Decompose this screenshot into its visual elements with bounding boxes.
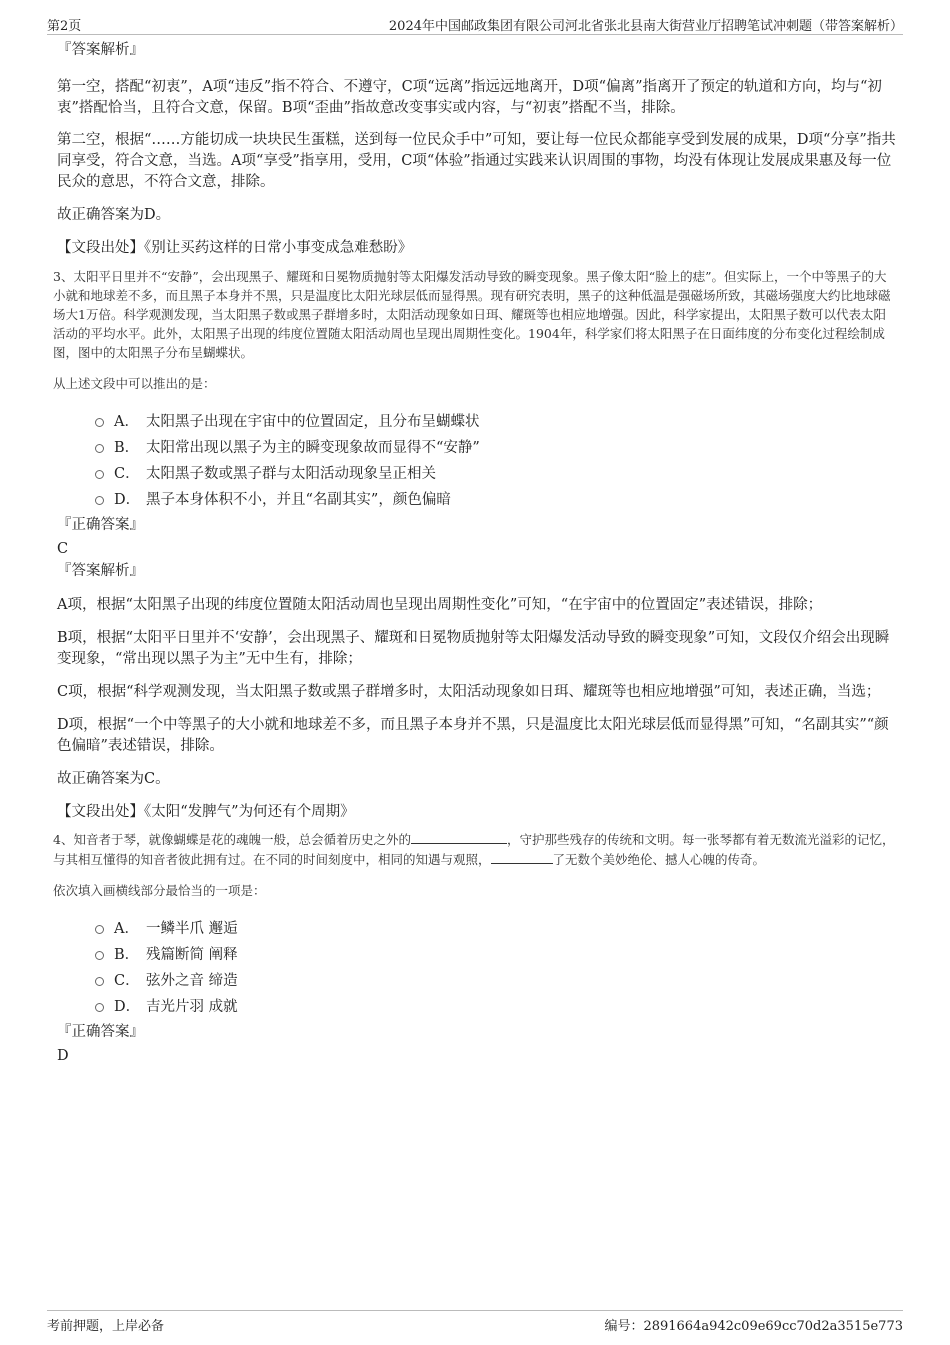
blank-2 — [491, 849, 553, 864]
q2-analysis-para-1: 第一空，搭配“初衷”，A项“违反”指不符合、不遵守，C项“远离”指远远地离开，D项“偏离”指离开了预定的轨道和方向，均与“初衷”搭配恰当，且符合文意，保留。B项“歪曲”指故意改变事实或内容，与“初衷”搭配不当，排除。 — [57, 79, 882, 116]
q4-text-part-2: ，守护那些残存的传统和文明。每一张琴都有着无数流光溢彩的记忆，与其相互懂得的知音者彼此拥有过。在不同的时间刻度中，相同的知遇与观照， — [53, 832, 895, 867]
q4-option-b[interactable] — [95, 940, 897, 966]
option-text: 太阳黑子出现在宇宙中的位置固定，且分布呈蝴蝶状 — [146, 413, 480, 430]
option-text: 一鳞半爪 邂逅 — [146, 920, 238, 937]
option-letter: B． — [114, 946, 140, 963]
page-footer — [47, 1310, 903, 1335]
option-text: 黑子本身体积不小，并且“名副其实”，颜色偏暗 — [146, 491, 451, 508]
blank-1 — [411, 829, 507, 844]
radio-icon[interactable] — [95, 977, 104, 986]
q2-analysis-section — [57, 40, 897, 259]
q4-options — [95, 914, 897, 1018]
q3-analysis-c: C项，根据“科学观测发现，当太阳黑子数或黑子群增多时，太阳活动现象如日珥、耀斑等也相应地增强”可知，表述正确，当选； — [57, 684, 881, 700]
option-text: 太阳黑子数或黑子群与太阳活动现象呈正相关 — [146, 465, 436, 482]
option-letter: A． — [114, 920, 139, 937]
q3-option-c[interactable] — [95, 459, 897, 485]
radio-icon[interactable] — [95, 444, 104, 453]
q3-text: 3、太阳平日里并不“安静”，会出现黑子、耀斑和日冕物质抛射等太阳爆发活动导致的瞬变现象。黑子像太阳“脸上的痣”。但实际上，一个中等黑子的大小就和地球差不多，而且黑子本身并不黑，只是温度比太阳光球层低而显得黑。现有研究表明，黑子的这种低温是强磁场所致，其磁场强度大约比地球磁场大1万倍。科学观测发现，当太阳黑子数或黑子群增多时，太阳活动现象如日珥、耀斑等也相应地增强。因此，科学家提出，太阳黑子数可以代表太阳活动的平均水平。此外，太阳黑子出现的纬度位置随太阳活动周也呈现出周期性变化。1904年，科学家们将太阳黑子在日面纬度的分布变化过程绘制成图，图中的太阳黑子分布呈蝴蝶状。 — [53, 269, 891, 360]
page-header — [47, 12, 903, 35]
q4-option-a[interactable] — [95, 914, 897, 940]
q3-option-d[interactable] — [95, 485, 897, 511]
question-3 — [53, 267, 897, 823]
question-4 — [53, 829, 897, 1066]
q4-text-part-1: 4、知音者于琴，就像蝴蝶是花的魂魄一般，总会循着历史之外的 — [53, 832, 411, 847]
page-number: 第2页 — [47, 19, 82, 34]
option-letter: B． — [114, 439, 140, 456]
q4-answer: D — [57, 1048, 69, 1064]
q4-text — [53, 829, 897, 869]
page-content — [53, 40, 897, 1070]
footer-serial: 编号：2891664a942c09e69cc70d2a3515e773 — [604, 1319, 903, 1334]
option-text: 太阳常出现以黑子为主的瞬变现象故而显得不“安静” — [146, 439, 480, 456]
q2-source: 【文段出处】《别让买药这样的日常小事变成急难愁盼》 — [57, 240, 413, 256]
radio-icon[interactable] — [95, 1003, 104, 1012]
q3-option-a[interactable] — [95, 407, 897, 433]
q3-analysis-label: 『答案解析』 — [57, 563, 144, 579]
radio-icon[interactable] — [95, 925, 104, 934]
q4-prompt: 依次填入画横线部分最恰当的一项是： — [53, 883, 266, 898]
option-letter: D． — [114, 491, 141, 508]
q3-options — [95, 407, 897, 511]
footer-slogan: 考前押题，上岸必备 — [47, 1319, 165, 1334]
option-letter: C． — [114, 465, 140, 482]
q2-conclusion: 故正确答案为D。 — [57, 207, 171, 223]
q3-analysis-b: B项，根据“太阳平日里并不‘安静’，会出现黑子、耀斑和日冕物质抛射等太阳爆发活动导致的瞬变现象”可知，文段仅介绍会出现瞬变现象，“常出现以黑子为主”无中生有，排除； — [57, 630, 890, 667]
q2-analysis-para-2: 第二空，根据“……方能切成一块块民生蛋糕，送到每一位民众手中”可知，要让每一位民众都能享受到发展的成果，D项“分享”指共同享受，符合文意，当选。A项“享受”指享用，受用，C项“体验”指通过实践来认识周围的事物，均没有体现让发展成果惠及每一位民众的意思，不符合文意，排除。 — [57, 132, 896, 190]
q2-analysis-label: 『答案解析』 — [57, 42, 144, 58]
q4-option-c[interactable] — [95, 966, 897, 992]
option-text: 残篇断简 阐释 — [146, 946, 238, 963]
q3-answer-label: 『正确答案』 — [57, 517, 144, 533]
radio-icon[interactable] — [95, 496, 104, 505]
q3-prompt: 从上述文段中可以推出的是： — [53, 376, 216, 391]
document-title: 2024年中国邮政集团有限公司河北省张北县南大街营业厅招聘笔试冲刺题（带答案解析） — [388, 19, 903, 34]
q4-answer-label: 『正确答案』 — [57, 1024, 144, 1040]
q4-option-d[interactable] — [95, 992, 897, 1018]
q3-source: 【文段出处】《太阳“发脾气”为何还有个周期》 — [57, 804, 355, 820]
q3-option-b[interactable] — [95, 433, 897, 459]
option-letter: C． — [114, 972, 140, 989]
radio-icon[interactable] — [95, 470, 104, 479]
q3-answer: C — [57, 541, 69, 557]
option-text: 弦外之音 缔造 — [146, 972, 238, 989]
q3-analysis-a: A项，根据“太阳黑子出现的纬度位置随太阳活动周也呈现出周期性变化”可知，“在宇宙中的位置固定”表述错误，排除； — [57, 597, 823, 613]
q3-analysis-d: D项，根据“一个中等黑子的大小就和地球差不多，而且黑子本身并不黑，只是温度比太阳光球层低而显得黑”可知，“名副其实”“颜色偏暗”表述错误，排除。 — [57, 717, 889, 754]
option-text: 吉光片羽 成就 — [146, 998, 238, 1015]
radio-icon[interactable] — [95, 951, 104, 960]
q4-text-part-3: 了无数个美妙绝伦、撼人心魄的传奇。 — [552, 852, 766, 867]
q3-conclusion: 故正确答案为C。 — [57, 771, 170, 787]
option-letter: A． — [114, 413, 139, 430]
radio-icon[interactable] — [95, 418, 104, 427]
option-letter: D． — [114, 998, 141, 1015]
